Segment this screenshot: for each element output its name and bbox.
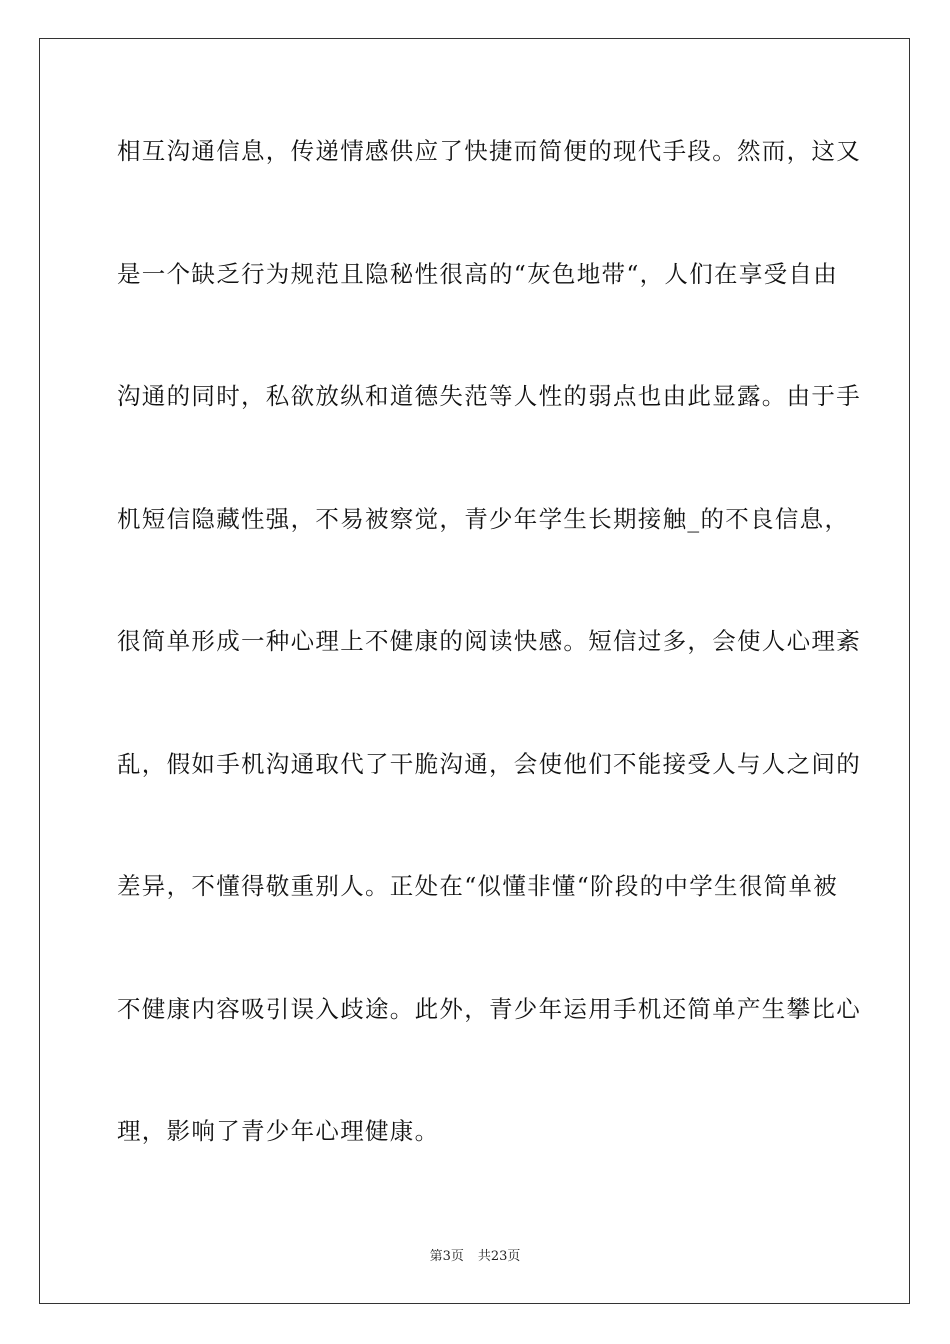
text-line: 很简单形成一种心理上不健康的阅读快感。短信过多，会使人心理紊 — [117, 627, 861, 655]
text-line: 机短信隐藏性强，不易被察觉，青少年学生长期接触_的不良信息， — [117, 504, 850, 533]
text-line: 差异，不懂得敬重别人。正处在“似懂非懂“阶段的中学生很简单被 — [117, 872, 839, 900]
text-line: 不健康内容吸引误入歧途。此外，青少年运用手机还简单产生攀比心 — [117, 994, 861, 1023]
document-body — [117, 126, 861, 1229]
page-total: 共23页 — [477, 1249, 521, 1264]
text-line: 相互沟通信息，传递情感供应了快捷而简便的现代手段。然而，这又 — [117, 137, 861, 165]
text-line: 是一个缺乏行为规范且隐秘性很高的“灰色地带“，人们在享受自由 — [117, 259, 839, 288]
text-line: 沟通的同时，私欲放纵和道德失范等人性的弱点也由此显露。由于手 — [117, 382, 861, 410]
text-line: 乱，假如手机沟通取代了干脆沟通，会使他们不能接受人与人之间的 — [117, 749, 861, 778]
text-line: 理，影响了青少年心理健康。 — [117, 1117, 440, 1145]
page-number: 第3页 — [429, 1249, 464, 1264]
page-footer — [0, 1245, 950, 1264]
